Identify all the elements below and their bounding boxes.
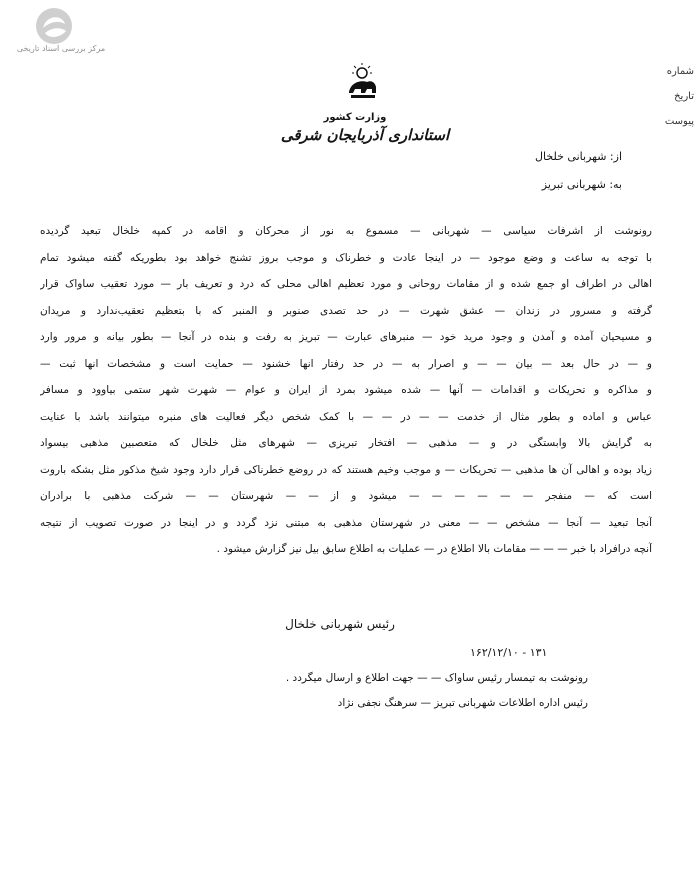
body-line: و — در حال بعد — بیان — — و اصرار به — در حد رفتار انها خشنود — حمایت است و مشخصات انها ثبت — xyxy=(40,357,652,370)
body-line: آنجا تبعید — آنجا — مشخص — — معنی در شهرستان مذهبی به مبتنی نزد گردد و در اینجا در صورت تصویب از نتیجه xyxy=(40,516,652,529)
date-label: تاریخ xyxy=(674,91,694,102)
number-label: شماره xyxy=(666,66,694,77)
body-line: گرفته و مسرور در زندان — عشق شهرت — در حد تصدی صنوبر و المنبر که با بتعظیم تعقیب‌ندارد و مریدان xyxy=(40,304,652,317)
reference-number: ۱۶۲/۱۲/۱۰ - ۱۳۱ xyxy=(470,646,548,659)
sender-line: از: شهربانی خلخال xyxy=(535,150,622,163)
forwarding-signatory: رئیس اداره اطلاعات شهربانی تبریز — سرهنگ نجفی نژاد xyxy=(337,697,588,709)
body-line: عباس و اماده و بطور مثال از خدمت — — در — — با کمک شخص دیگر فعالیت های منبره میتوانند باشد با عنایت xyxy=(40,410,652,423)
body-line: با توجه به ساعت و وضع موجود — در اینجا عادت و خطرناک و موجب بروز تشنج خواهد بود بطوریکه گفته میشود تمام xyxy=(40,251,652,264)
recipient-line: به: شهربانی تبریز xyxy=(541,178,622,191)
signature-title: رئیس شهربانی خلخال xyxy=(285,617,395,631)
forwarding-note: رونوشت به تیمسار رئیس ساواک — — جهت اطلاع و ارسال میگردد . xyxy=(285,672,588,684)
body-line: آنچه درافراد با خبر — — — مقامات بالا اطلاع در — عملیات به اطلاع سابق بیل نیز گزارش میشود . xyxy=(216,543,652,555)
watermark-text: مرکز بررسی اسناد تاریخی xyxy=(16,44,106,53)
attachment-label: پیوست xyxy=(664,116,694,127)
body-line: رونوشت از اشرفات سیاسی — شهربانی — مسموع به نور از محرکان و اقامه در کمپه خلخال تبعید گردیده xyxy=(40,225,652,237)
body-line: به گرایش بالا وابستگی در و — مذهبی — افتخار تبریزی — شهرهای مثل خلخال که متعصبین مذهبی بیسواد xyxy=(40,437,652,449)
archive-logo-icon xyxy=(34,6,74,46)
letter-body xyxy=(40,218,652,563)
body-line: است که — منفجر — — — — — — میشود و از — — شهرستان — — شرکت مذهبی با برادران xyxy=(40,490,652,502)
margin-labels xyxy=(652,66,694,141)
body-line: زیاد بوده و اهالی آن ها مذهبی — تحریکات — و موجب وخیم هستند که در روضع خطرناکی قرار دارد وجود شیخ مذکور مثل بشکه باروت xyxy=(40,463,652,476)
ministry-name: وزارت کشور xyxy=(323,112,387,123)
body-line: و مسیحیان آمده و آمدن و وجود مرید خود — منبرهای عبارت — تبریز به رفت و بنده در آنجا — بطور بیانه و مرور وارد xyxy=(40,331,652,343)
office-name: استانداری آذربایجان شرقی xyxy=(280,126,450,144)
lion-and-sun-emblem-icon xyxy=(343,62,381,100)
body-line: اهالی در اطراف او جمع شده و از مقامات روحانی و مورد تعظیم اهالی محلی که درد و تعریف بار — مورد تعقیب ساواک قرار xyxy=(40,278,652,290)
body-line: و مذاکره و تحریکات و اقدامات — آنها — شده میشود بمرد از ایران و عوام — شهرت شهر ستمی بیاوود و مسافر xyxy=(40,384,652,396)
